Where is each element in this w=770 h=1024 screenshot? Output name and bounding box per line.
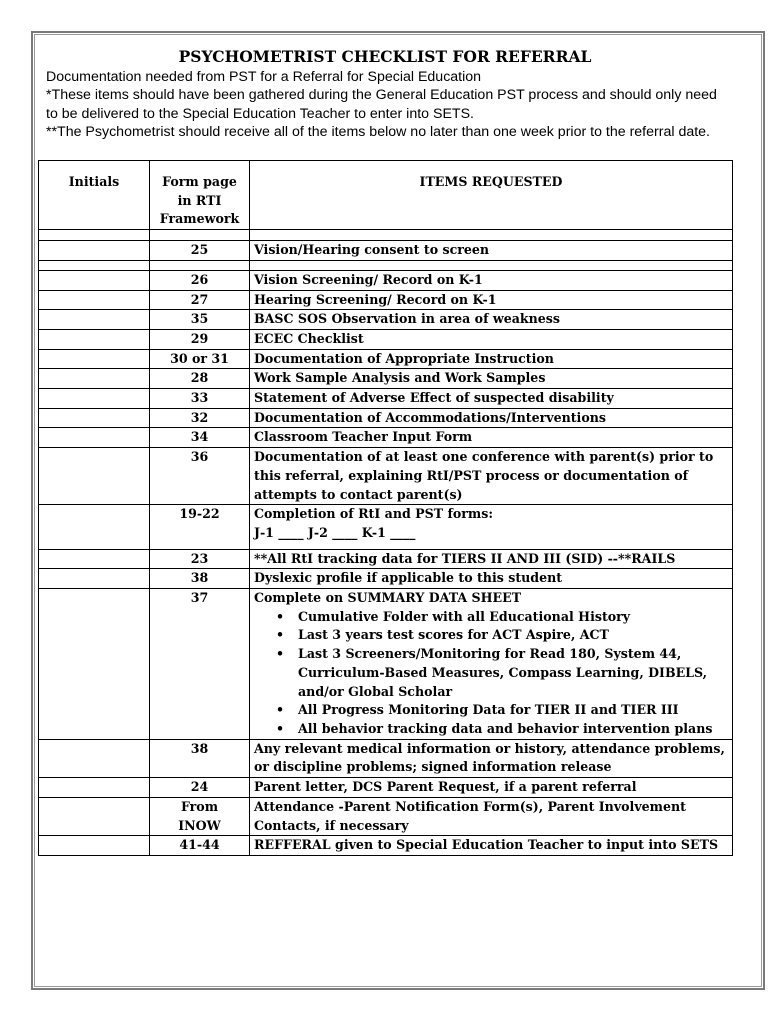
initials-cell[interactable] bbox=[39, 290, 150, 310]
initials-cell[interactable] bbox=[39, 549, 150, 569]
table-row bbox=[39, 290, 733, 310]
form-page-cell: 25 bbox=[150, 241, 250, 261]
initials-cell[interactable] bbox=[39, 349, 150, 369]
table-row bbox=[39, 836, 733, 856]
item-cell: Parent letter, DCS Parent Request, if a parent referral bbox=[250, 778, 733, 798]
page-title: PSYCHOMETRIST CHECKLIST FOR REFERRAL bbox=[178, 47, 592, 66]
intro-line: *These items should have been gathered during the General Education PST process and should only need to be delivered to the Special Education Teacher to enter into SETS. bbox=[46, 87, 717, 122]
item-cell: Vision/Hearing consent to screen bbox=[250, 241, 733, 261]
form-page-cell: 38 bbox=[150, 569, 250, 589]
item-line: Completion of RtI and PST forms: bbox=[254, 506, 493, 522]
item-cell: Documentation of Appropriate Instruction bbox=[250, 349, 733, 369]
item-cell bbox=[250, 589, 733, 740]
list-item: • All behavior tracking data and behavior intervention plans bbox=[298, 720, 728, 739]
list-item: • Cumulative Folder with all Educational History bbox=[298, 608, 728, 627]
table-row bbox=[39, 569, 733, 589]
item-cell: **All RtI tracking data for TIERS II AND III (SID) --**RAILS bbox=[250, 549, 733, 569]
table-header-row bbox=[39, 161, 733, 230]
spacer-row bbox=[39, 230, 733, 241]
item-cell bbox=[250, 505, 733, 549]
item-cell: REFFERAL given to Special Education Teacher to input into SETS bbox=[250, 836, 733, 856]
initials-cell[interactable] bbox=[39, 310, 150, 330]
initials-cell[interactable] bbox=[39, 797, 150, 835]
initials-cell[interactable] bbox=[39, 428, 150, 448]
form-page-cell: 28 bbox=[150, 369, 250, 389]
forms-checklist-line: J-1 ____ J-2 ____ K-1 ____ bbox=[254, 524, 416, 540]
table-row bbox=[39, 270, 733, 290]
checklist-table bbox=[38, 160, 733, 856]
intro-line: **The Psychometrist should receive all of the items below no later than one week prior to the referral date. bbox=[46, 124, 710, 141]
form-page-cell: 24 bbox=[150, 778, 250, 798]
form-page-cell: 29 bbox=[150, 329, 250, 349]
table-row bbox=[39, 241, 733, 261]
table-row bbox=[39, 389, 733, 409]
item-cell: Vision Screening/ Record on K-1 bbox=[250, 270, 733, 290]
item-cell: Work Sample Analysis and Work Samples bbox=[250, 369, 733, 389]
initials-cell[interactable] bbox=[39, 389, 150, 409]
form-page-cell: 23 bbox=[150, 549, 250, 569]
form-page-cell: 35 bbox=[150, 310, 250, 330]
table-row bbox=[39, 505, 733, 549]
initials-cell[interactable] bbox=[39, 241, 150, 261]
initials-cell[interactable] bbox=[39, 270, 150, 290]
table-row bbox=[39, 329, 733, 349]
form-page-cell: 27 bbox=[150, 290, 250, 310]
table-row bbox=[39, 739, 733, 777]
item-cell: Documentation of at least one conference with parent(s) prior to this referral, explaining RtI/PST process or documentation of attempts to contact parent(s) bbox=[250, 448, 733, 505]
initials-cell[interactable] bbox=[39, 589, 150, 740]
item-cell: Hearing Screening/ Record on K-1 bbox=[250, 290, 733, 310]
table-row bbox=[39, 549, 733, 569]
intro-text bbox=[46, 68, 726, 142]
item-line: Complete on SUMMARY DATA SHEET bbox=[254, 590, 522, 606]
form-page-line: From bbox=[180, 798, 219, 814]
form-page-line: INOW bbox=[178, 817, 221, 833]
header-form-page-line3: Framework bbox=[159, 211, 240, 227]
form-page-cell: 19-22 bbox=[150, 505, 250, 549]
initials-cell[interactable] bbox=[39, 448, 150, 505]
table-row bbox=[39, 448, 733, 505]
form-page-cell: 41-44 bbox=[150, 836, 250, 856]
initials-cell[interactable] bbox=[39, 778, 150, 798]
item-cell: BASC SOS Observation in area of weakness bbox=[250, 310, 733, 330]
form-page-cell: 26 bbox=[150, 270, 250, 290]
table-row bbox=[39, 797, 733, 835]
initials-cell[interactable] bbox=[39, 836, 150, 856]
spacer-row bbox=[39, 260, 733, 270]
initials-cell[interactable] bbox=[39, 739, 150, 777]
form-page-cell bbox=[150, 797, 250, 835]
item-cell: Dyslexic profile if applicable to this student bbox=[250, 569, 733, 589]
summary-bullet-list bbox=[254, 608, 728, 739]
header-form-page bbox=[150, 161, 250, 230]
table-row bbox=[39, 428, 733, 448]
item-cell: Any relevant medical information or history, attendance problems, or discipline problems; signed information release bbox=[250, 739, 733, 777]
list-item: • Last 3 years test scores for ACT Aspire, ACT bbox=[298, 626, 728, 645]
form-page-cell: 37 bbox=[150, 589, 250, 740]
form-page-cell: 30 or 31 bbox=[150, 349, 250, 369]
form-page-cell: 36 bbox=[150, 448, 250, 505]
header-initials: Initials bbox=[39, 161, 150, 230]
form-page-cell: 34 bbox=[150, 428, 250, 448]
table-row bbox=[39, 349, 733, 369]
table-row bbox=[39, 589, 733, 740]
initials-cell[interactable] bbox=[39, 505, 150, 549]
header-items: ITEMS REQUESTED bbox=[250, 161, 733, 230]
item-cell: Statement of Adverse Effect of suspected disability bbox=[250, 389, 733, 409]
form-page-cell: 38 bbox=[150, 739, 250, 777]
table-row bbox=[39, 310, 733, 330]
list-item: • All Progress Monitoring Data for TIER II and TIER III bbox=[298, 701, 728, 720]
table-row bbox=[39, 778, 733, 798]
item-cell: Attendance -Parent Notification Form(s), Parent Involvement Contacts, if necessary bbox=[250, 797, 733, 835]
table-row bbox=[39, 408, 733, 428]
item-cell: ECEC Checklist bbox=[250, 329, 733, 349]
intro-line: Documentation needed from PST for a Referral for Special Education bbox=[46, 69, 482, 85]
header-form-page-line2: in RTI bbox=[177, 192, 222, 208]
initials-cell[interactable] bbox=[39, 369, 150, 389]
form-page-cell: 33 bbox=[150, 389, 250, 409]
form-page-cell: 32 bbox=[150, 408, 250, 428]
initials-cell[interactable] bbox=[39, 569, 150, 589]
table-row bbox=[39, 369, 733, 389]
initials-cell[interactable] bbox=[39, 329, 150, 349]
initials-cell[interactable] bbox=[39, 408, 150, 428]
list-item: • Last 3 Screeners/Monitoring for Read 180, System 44, Curriculum-Based Measures, Compass Learning, DIBELS, and/or Global Scholar bbox=[298, 645, 728, 701]
item-cell: Documentation of Accommodations/Interventions bbox=[250, 408, 733, 428]
header-form-page-line1: Form page bbox=[162, 174, 237, 189]
item-cell: Classroom Teacher Input Form bbox=[250, 428, 733, 448]
